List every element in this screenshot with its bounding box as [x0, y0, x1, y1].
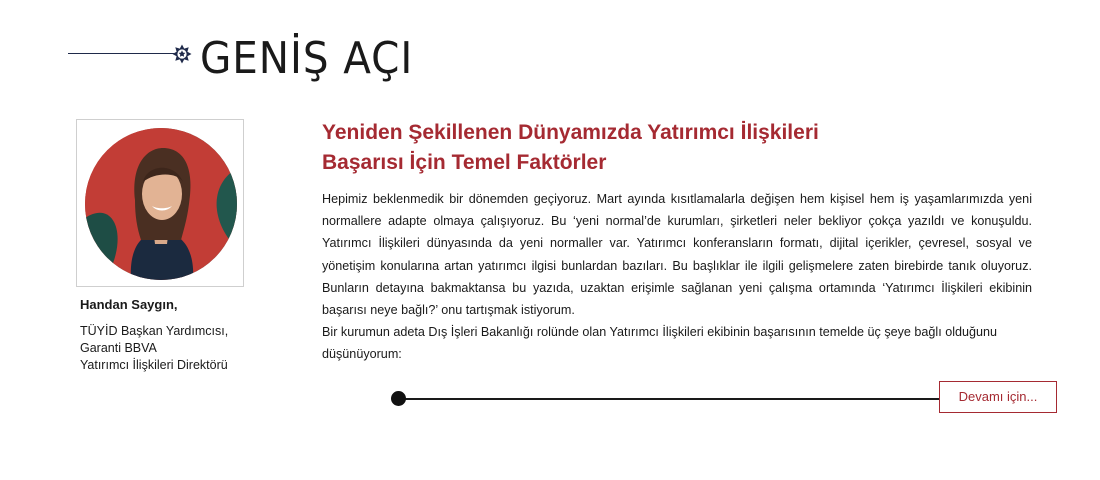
author-photo-frame [76, 119, 244, 287]
article-title-line: Yeniden Şekillenen Dünyamızda Yatırımcı İlişkileri [322, 121, 819, 144]
footer-dot-marker [391, 391, 406, 406]
author-portrait-illustration [85, 128, 237, 280]
header-divider-line [68, 53, 174, 54]
article-paragraph: Bir kurumun adeta Dış İşleri Bakanlığı rolünde olan Yatırımcı İlişkileri ekibinin başarısının temelde üç şeye bağlı olduğunu düşünüyorum: [322, 325, 998, 362]
author-photo [85, 128, 237, 280]
section-header [68, 34, 468, 84]
author-role-line: Garanti BBVA [80, 341, 157, 355]
footer-divider-line [398, 398, 940, 400]
article-paragraph: Hepimiz beklenmedik bir dönemden geçiyoruz. Mart ayında kısıtlamalarla değişen hem kişisel hem iş yaşamlarımızda yeni normallere adapte olmaya çalışıyoruz. Bu ‘yeni normal’de kurumları, şirketleri neler bekliyor çokça yazıldı ve konuşuldu. Yatırımcı İlişkileri dünyasında da yeni normaller var. Yatırımcı konferansların formatı, dijital içerikler, çevresel, sosyal ve yönetişim konularına artan yatırımcı ilgisi bunlardan bazıları. Bu başlıklar ile ilgili gelişmelere zaten birebirde tanık oluyoruz. Bunların detayına bakmaktansa bu yazıda, uzaktan erişimle sağlanan yeni çalışma ortamında ‘Yatırımcı İlişkileri ekibinin başarısı neye bağlı?’ onu tartışmak istiyorum. [322, 192, 1032, 318]
author-role-line: TÜYİD Başkan Yardımcısı, [80, 324, 229, 338]
section-title: GENİŞ AÇI [200, 33, 414, 84]
author-name: Handan Saygın, [80, 297, 178, 312]
article-title-line: Başarısı İçin Temel Faktörler [322, 151, 607, 174]
star-badge-icon [172, 44, 192, 64]
author-role [80, 323, 228, 374]
article-title [322, 118, 1022, 178]
read-more-button[interactable]: Devamı için... [939, 381, 1057, 413]
author-role-line: Yatırımcı İlişkileri Direktörü [80, 358, 228, 372]
article-body [322, 188, 1032, 366]
